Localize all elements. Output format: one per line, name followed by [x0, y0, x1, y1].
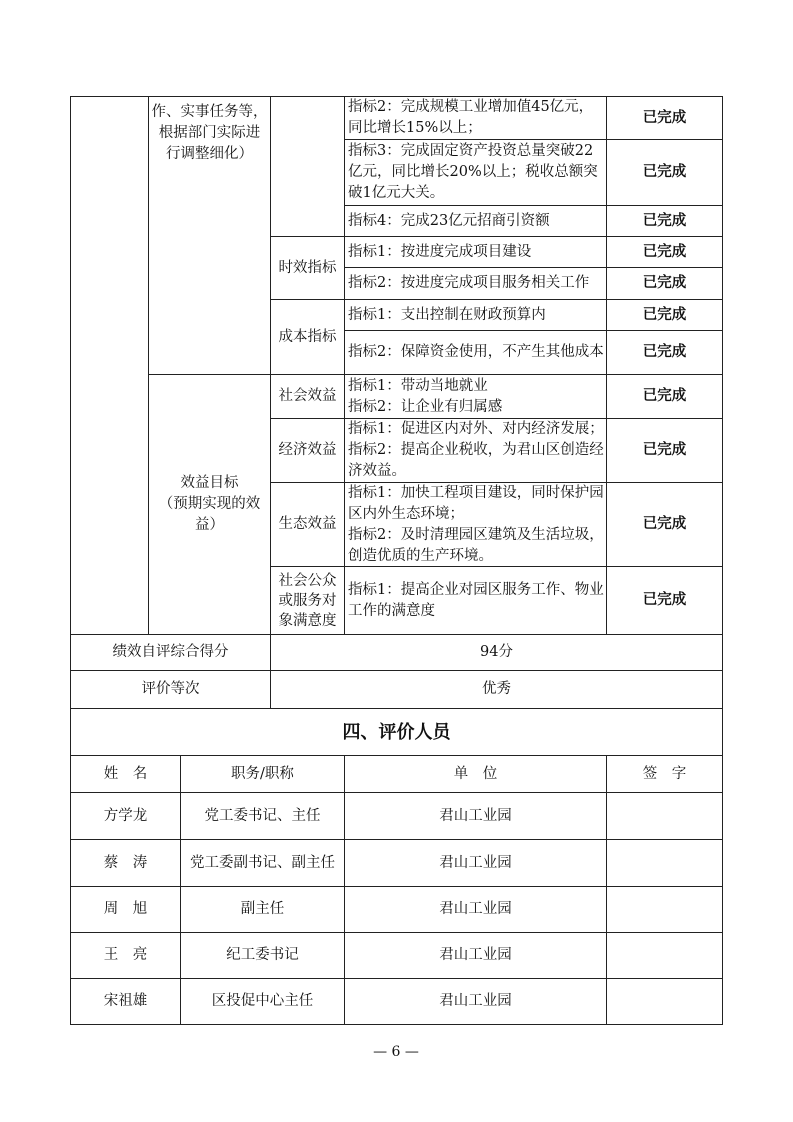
- status-cell: 已完成: [642, 344, 687, 360]
- benefit-category-label: 社会公众或服务对象满意度: [278, 572, 337, 629]
- evaluator-name: 蔡 涛: [103, 854, 148, 871]
- evaluator-signature: [607, 840, 722, 886]
- evaluator-title: 纪工委书记: [226, 947, 299, 963]
- indicator-text: 指标1：支出控制在财政预算内: [348, 306, 546, 323]
- benefit-label-line: 益）: [195, 517, 224, 533]
- description-line: 根据部门实际进: [158, 124, 261, 141]
- benefit-label-line: （预期实现的效: [158, 496, 261, 512]
- status-cell: 已完成: [642, 592, 687, 608]
- evaluator-signature: [607, 887, 722, 932]
- benefit-category-label: 生态效益: [278, 516, 337, 532]
- status-cell: 已完成: [642, 388, 687, 404]
- indicator-text: 指标1：促进区内对外、对内经济发展；指标2：提高企业税收，为君山区创造经济效益。: [348, 421, 604, 479]
- section-title: 四、评价人员: [342, 721, 451, 743]
- evaluator-unit: 君山工业园: [439, 807, 512, 824]
- description-line: 作、实事任务等，: [151, 103, 268, 120]
- evaluator-name: 王 亮: [103, 947, 148, 963]
- indicator-text: 指标1：提高企业对园区服务工作、物业工作的满意度: [348, 581, 604, 619]
- benefit-label-line: 效益目标: [180, 475, 239, 491]
- status-cell: 已完成: [642, 212, 687, 229]
- evaluator-signature: [607, 979, 722, 1024]
- status-cell: 已完成: [642, 164, 687, 180]
- evaluator-title: 党工委副书记、副主任: [190, 854, 335, 871]
- score-value: 94分: [480, 644, 513, 660]
- evaluator-name: 方学龙: [103, 807, 148, 824]
- header-name: 姓 名: [103, 765, 148, 782]
- grade-value: 优秀: [482, 681, 511, 697]
- page-number: — 6 —: [373, 1043, 419, 1060]
- status-cell: 已完成: [642, 109, 687, 126]
- indicator-text: 指标2：完成规模工业增加值45亿元，同比增长15%以上；: [348, 99, 594, 136]
- evaluator-title: 党工委书记、主任: [204, 807, 321, 824]
- indicator-text: 指标2：保障资金使用，不产生其他成本: [348, 344, 604, 360]
- evaluator-unit: 君山工业园: [439, 947, 512, 963]
- cost-label: 成本指标: [278, 328, 337, 345]
- indicator-text: 指标4：完成23亿元招商引资额: [348, 212, 550, 229]
- evaluator-signature: [607, 793, 722, 839]
- indicator-text: 指标1：按进度完成项目建设: [348, 243, 532, 260]
- grade-label: 评价等次: [141, 681, 200, 697]
- evaluator-signature: [607, 933, 722, 978]
- status-cell: 已完成: [642, 243, 687, 260]
- status-cell: 已完成: [642, 306, 687, 323]
- header-unit: 单 位: [453, 765, 498, 782]
- benefit-category-label: 社会效益: [278, 388, 337, 404]
- status-cell: 已完成: [642, 275, 687, 291]
- timeliness-label: 时效指标: [278, 259, 337, 276]
- evaluator-unit: 君山工业园: [439, 854, 512, 871]
- evaluator-name: 周 旭: [103, 901, 148, 917]
- benefit-category-label: 经济效益: [278, 442, 337, 458]
- status-cell: 已完成: [642, 516, 687, 532]
- score-label: 绩效自评综合得分: [112, 644, 229, 660]
- evaluator-title: 副主任: [240, 901, 285, 917]
- header-signature: 签 字: [642, 765, 687, 782]
- indicator-text: 指标2：按进度完成项目服务相关工作: [348, 275, 590, 291]
- indicator-text: 指标1：加快工程项目建设，同时保护园区内外生态环境； 指标2：及时清理园区建筑及生活垃圾，创造优质的生产环境。: [348, 484, 604, 564]
- output-goal-description: [149, 98, 270, 168]
- header-title: 职务/职称: [231, 765, 294, 782]
- description-line: 行调整细化）: [166, 145, 253, 162]
- status-cell: 已完成: [642, 442, 687, 458]
- evaluator-name: 宋祖雄: [103, 993, 148, 1009]
- indicator-text: 指标3：完成固定资产投资总量突破22亿元，同比增长20%以上；税收总额突破1亿元大关。: [348, 143, 598, 201]
- benefit-goal-label: [149, 375, 270, 634]
- evaluator-unit: 君山工业园: [439, 901, 512, 917]
- evaluator-title: 区投促中心主任: [211, 993, 314, 1009]
- indicator-text: 指标1：带动当地就业 指标2：让企业有归属感: [348, 377, 503, 415]
- evaluator-unit: 君山工业园: [439, 993, 512, 1009]
